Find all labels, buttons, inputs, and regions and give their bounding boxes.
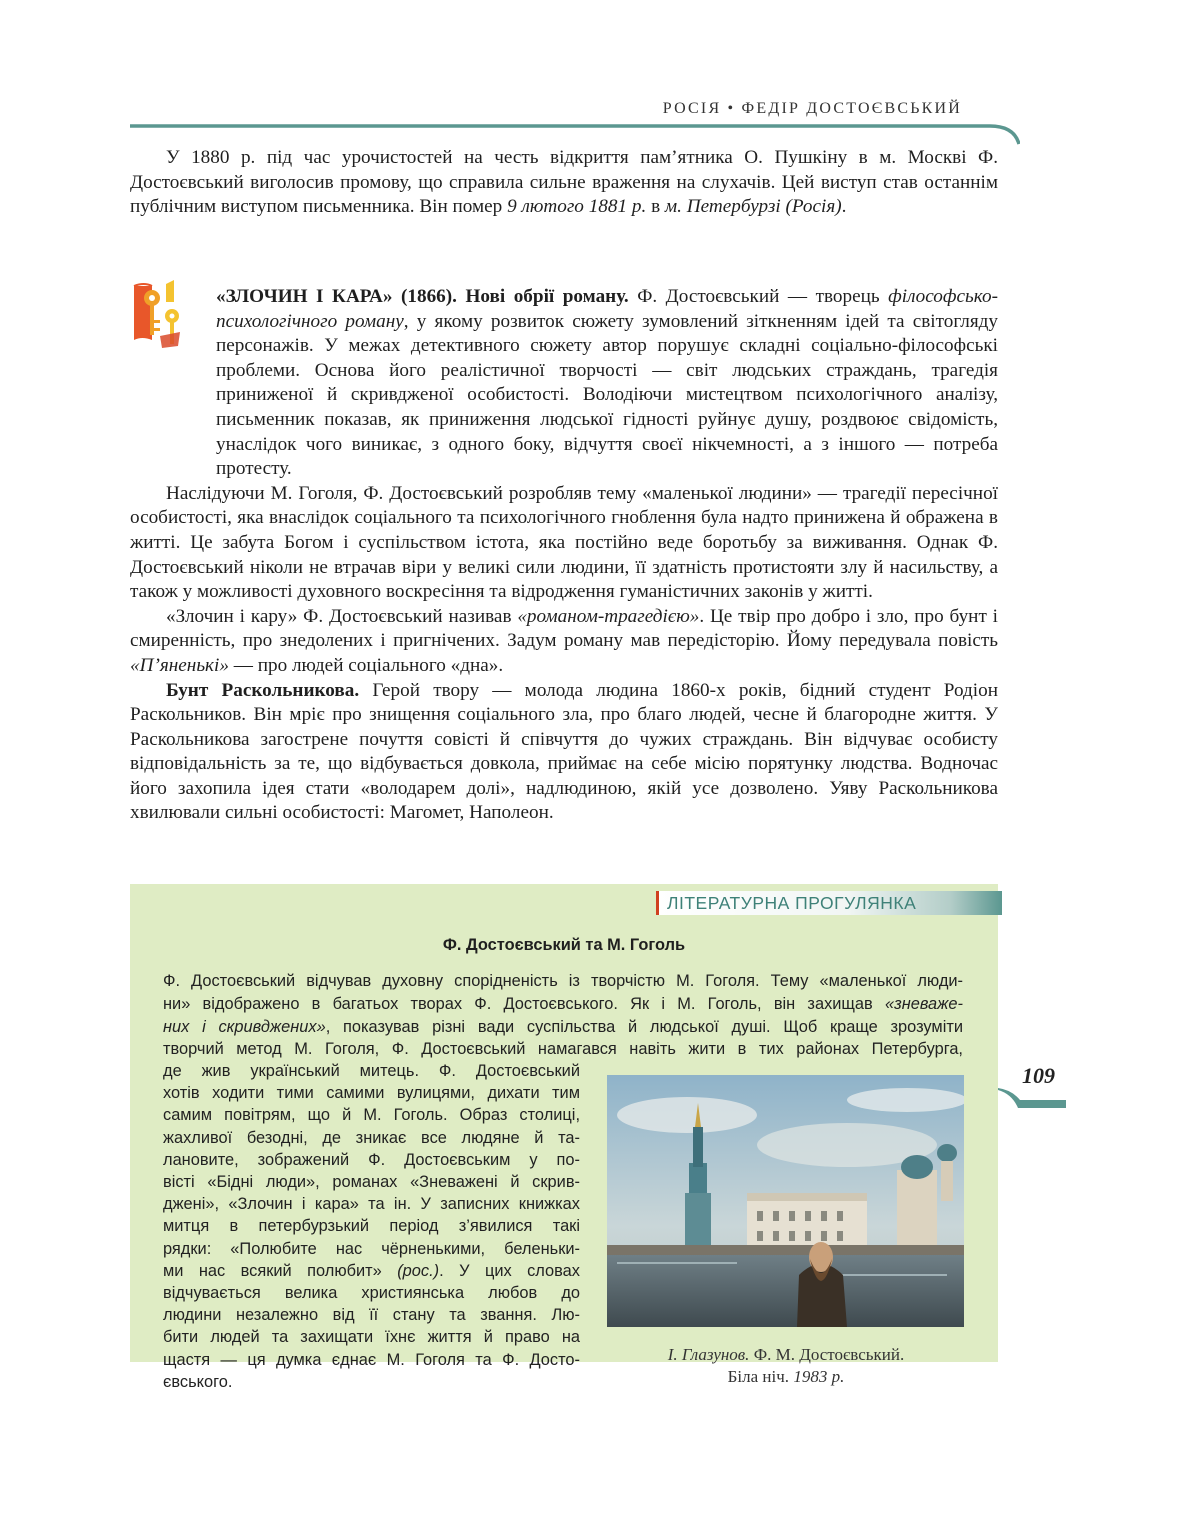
box-line: хотів ходити тими самими вулицями, дихати тим bbox=[163, 1084, 580, 1103]
painting-image bbox=[607, 1075, 964, 1327]
box-line: ни» відображено в багатьох творах Ф. Достоєвського. Як і М. Гоголь, він захищав «зневаже- bbox=[163, 994, 963, 1013]
box-line: джені», «Злочин і кара» та ін. У записних книжках bbox=[163, 1195, 580, 1214]
novel-paragraph-1: «ЗЛОЧИН І КАРА» (1866). Нові обрії роману. Ф. Достоєвський — творець філософсько-психологічного роману, у якому розвиток сюжету зумовлений зіткненням ідей та світогляду персонажів. У межах детективного сюжету автор порушує складні соціально-філософські проблеми. Основа його реалістичної творчості — світ людських страждань, трагедія приниженої й скривдженої особистості. Володіючи мистецтвом психологічного аналізу, письменник показав, як приниження людської гідності руйнує душу, роздвоює свідомість, унаслідок чого виникає, з одного боку, відчуття своєї нікчемності, а з іншого — потреба протесту. bbox=[216, 286, 999, 480]
box-line: жахливої безодні, де зникає все людяне й та- bbox=[163, 1128, 580, 1147]
box-line: творчий метод М. Гоголя, Ф. Достоєвський намагався навіть жити в тих районах Петербурга, bbox=[163, 1040, 963, 1059]
novel-paragraph-2: Наслідуючи М. Гоголя, Ф. Достоєвський розробляв тему «маленької людини» — трагедії пересічної особистості, яка внаслідок соціального та психологічного гноблення була надто принижена й ображена в житті. Це забута Богом і суспільством істота, яка постійно веде боротьбу за виживання. Однак Ф. Достоєвський ніколи не втрачав віри у великі сили людини, її здатність протистояти злу й насильству, а також у можливості духовного воскресіння та відродження гуманістичних законів у житті. bbox=[130, 482, 998, 603]
subheading: Бунт Раскольникова. bbox=[166, 679, 360, 701]
box-tab-label: ЛІТЕРАТУРНА ПРОГУЛЯНКА bbox=[667, 893, 917, 913]
footer-rule bbox=[998, 1086, 1066, 1108]
box-line: Ф. Достоєвський відчував духовну спорідненість із творчістю М. Гоголя. Тему «маленької люди- bbox=[163, 972, 963, 990]
box-line: щастя — ця думка єднає М. Гоголя та Ф. Досто- bbox=[163, 1350, 580, 1369]
box-line: відчувається велика християнська любов до bbox=[163, 1284, 580, 1303]
painting-caption: І. Глазунов. Ф. М. Достоєвський. Біла ніч. 1983 р. bbox=[667, 1345, 905, 1386]
box-line: лановите, зображений Ф. Достоєвським у по- bbox=[163, 1150, 580, 1169]
box-text-top bbox=[163, 970, 963, 1061]
box-line: рядки: «Полюбите нас чёрненькими, беленьки- bbox=[163, 1239, 580, 1258]
box-line: ми нас всякий полюбит» (рос.). У цих словах bbox=[163, 1261, 580, 1280]
box-line: самим повітрям, що й М. Гоголь. Образ столиці, bbox=[163, 1106, 580, 1125]
box-tab bbox=[656, 891, 1002, 915]
running-head: РОСІЯ • ФЕДІР ДОСТОЄВСЬКИЙ bbox=[662, 100, 962, 117]
novel-section bbox=[130, 285, 998, 826]
intro-section bbox=[130, 146, 998, 220]
box-line: них і скривджених», показував різні вади суспільства й людської душі. Щоб краще зрозуміти bbox=[163, 1017, 964, 1036]
box-title: Ф. Достоєвський та М. Гоголь bbox=[442, 936, 686, 954]
novel-paragraph-4: Бунт Раскольникова. Герой твору — молода людина 1860-х років, бідний студент Родіон Раскольников. Він мріє про знищення соціального зла, про благо людей, чесне й благородне життя. У Раскольникова загострене почуття совісті й співчуття до чужих страждань. Він відчуває особисту відповідальність за те, що відбувається довкола, приймає на себе місію порятунку людства. Водночас його захопила ідея стати «володарем долі», надлюдиною, якій усе дозволено. Уяву Раскольникова хвилювали сильні особистості: Магомет, Наполеон. bbox=[130, 679, 998, 824]
box-text-left bbox=[163, 1060, 580, 1393]
box-line: вісті «Бідні люди», романах «Зневажені й скрив- bbox=[163, 1173, 580, 1192]
page-number: 109 bbox=[1022, 1063, 1055, 1088]
intro-paragraph: У 1880 р. під час урочистостей на честь відкриття пам’ятника О. Пушкіну в м. Москві Ф. Достоєвський виголосив промову, що справила сильне враження на слухачів. Цей виступ став останнім публічним виступом письменника. Він помер 9 лютого 1881 р. в м. Петербурзі (Росія). bbox=[130, 147, 998, 218]
box-line: людини незалежно від її стану та звання. Лю- bbox=[163, 1306, 580, 1325]
novel-paragraph-3: «Злочин і кару» Ф. Достоєвський називав «романом-трагедією». Це твір про добро і зло, про бунт і смиренність, про знедолених і пригнічених. Задум роману мав передісторію. Йому передувала повість «П’яненькі» — про людей соціального «дна». bbox=[130, 605, 998, 676]
box-line: митця в петербурзький період з’явилися такі bbox=[163, 1217, 580, 1236]
box-line: євського. bbox=[163, 1372, 233, 1391]
header-rule bbox=[130, 124, 1020, 146]
section-heading: «ЗЛОЧИН І КАРА» (1866). Нові обрії роману. bbox=[216, 286, 629, 307]
box-line: бити людей та захищати їхнє життя й право на bbox=[163, 1328, 580, 1347]
box-line: де жив український митець. Ф. Достоєвський bbox=[163, 1062, 580, 1080]
